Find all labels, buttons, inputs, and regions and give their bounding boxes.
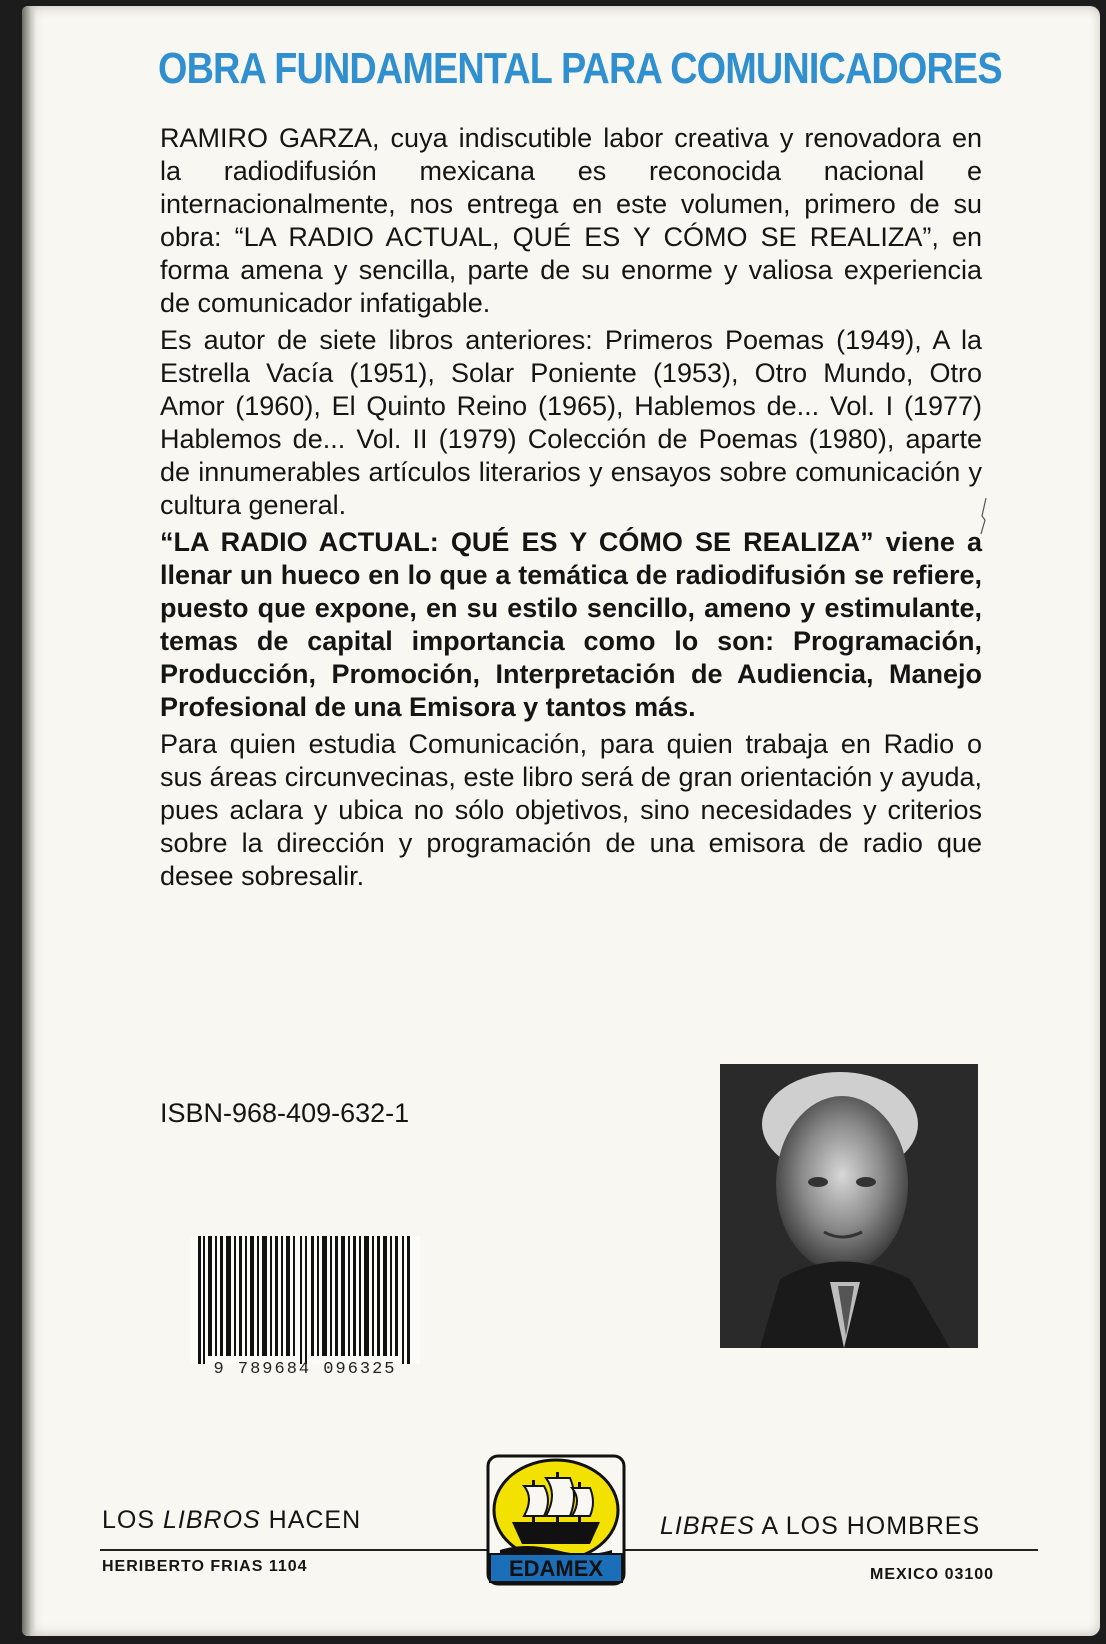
slogan-left (102, 1506, 361, 1535)
publisher-street-address: HERIBERTO FRIAS 1104 (102, 1558, 308, 1575)
slogan-right (660, 1512, 980, 1541)
logo-wordmark: EDAMEX (508, 1556, 604, 1581)
author-photo (720, 1064, 978, 1348)
slogan-left-part-2: LIBROS (162, 1506, 261, 1534)
barcode-digits: 9 789684 096325 (213, 1360, 397, 1379)
author-portrait-image (720, 1064, 978, 1348)
barcode-bars (190, 1236, 420, 1364)
slogan-right-part-1: LIBRES (660, 1512, 755, 1540)
description-body (160, 122, 982, 897)
paragraph-book-summary: “LA RADIO ACTUAL: QUÉ ES Y CÓMO SE REALIZA” viene a llenar un hueco en lo que a temática de radiodifusión se refiere, puesto que expone, en su estilo sencillo, ameno y estimulante, temas de capital importancia como lo son: Programación, Producción, Promoción, Interpretación de Audiencia, Manejo Profesional de una Emisora y tantos más. (160, 527, 982, 722)
paragraph-previous-books: Es autor de siete libros anteriores: Primeros Poemas (1949), A la Estrella Vacía (1951), Solar Poniente (1953), Otro Mundo, Otro Amor (1960), El Quinto Reino (1965), Hablemos de... Vol. I (1977) Hablemos de... Vol. II (1979) Colección de Poemas (1980), aparte de innumerables artículos literarios y ensayos sobre comunicación y cultura general. (160, 325, 982, 520)
isbn-number: ISBN-968-409-632-1 (160, 1098, 410, 1128)
barcode (190, 1236, 420, 1384)
paragraph-audience: Para quien estudia Comunicación, para quien trabaja en Radio o sus áreas circunvecinas, este libro será de gran orientación y ayuda, pues aclara y ubica no sólo objetivos, sino necesidades y criterios sobre la dirección y programación de una emisora de radio que desee sobresalir. (160, 729, 982, 891)
slogan-left-part-3: HACEN (260, 1506, 362, 1534)
paragraph-author-intro: RAMIRO GARZA, cuya indiscutible labor creativa y renovadora en la radiodifusión mexicana es reconocida nacional e internacionalmente, nos entrega en este volumen, primero de su obra: “LA RADIO ACTUAL, QUÉ ES Y CÓMO SE REALIZA”, en forma amena y sencilla, parte de su enorme y valiosa experiencia de comunicador infatigable. (160, 123, 982, 318)
spine-edge (22, 6, 36, 1636)
scuff-mark (980, 496, 988, 536)
cover-heading: OBRA FUNDAMENTAL PARA COMUNICADORES (158, 44, 1002, 93)
book-back-cover (22, 6, 1100, 1636)
slogan-right-part-2: A LOS HOMBRES (754, 1512, 981, 1540)
slogan-left-part-1: LOS (102, 1506, 163, 1534)
publisher-city-postcode: MEXICO 03100 (870, 1566, 995, 1583)
ship-logo-icon (486, 1454, 626, 1586)
edamex-logo (486, 1454, 626, 1586)
